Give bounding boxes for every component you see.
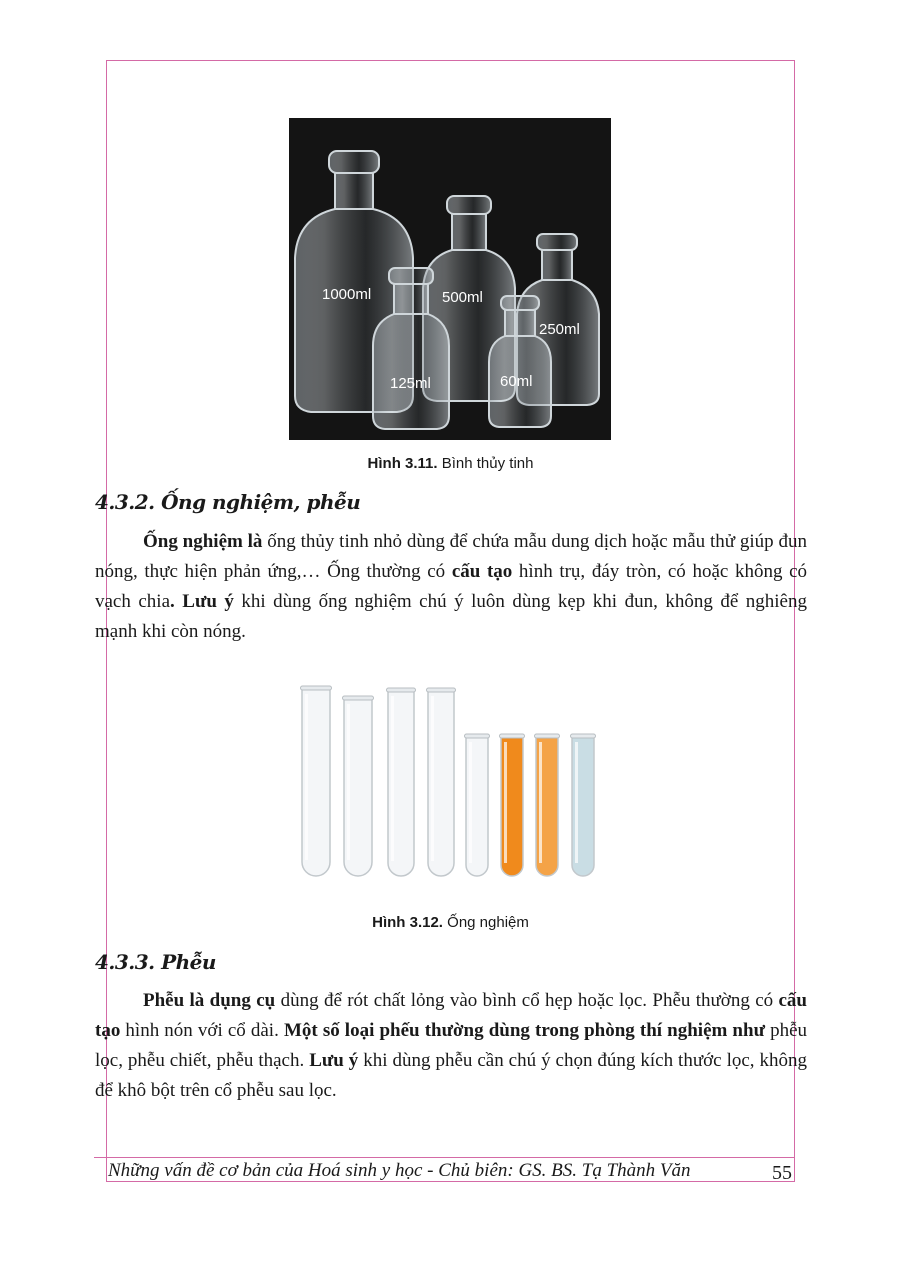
test-tube [343, 696, 374, 876]
page-number: 55 [772, 1162, 792, 1184]
paragraph-test-tube [95, 527, 807, 647]
paragraph-funnel [95, 986, 807, 1106]
bold-term: cấu tạo [451, 561, 513, 582]
figure-caption-3-12 [106, 914, 795, 931]
label-60ml: 60ml [500, 373, 533, 390]
figure-caption-3-11 [106, 455, 795, 472]
test-tube [387, 688, 416, 876]
footer-book-title: Những vấn đề cơ bản của Hoá sinh y học - Chủ biên: GS. BS. Tạ Thành Văn [108, 1160, 691, 1181]
text-run: khi dùng ống nghiệm chú ý luôn dùng kẹp khi đun, không để nghiêng mạnh khi còn nóng. [95, 591, 807, 642]
glass-bottles-illustration [289, 118, 611, 440]
bold-term: Phễu là dụng cụ [143, 990, 276, 1011]
bold-term: Lưu ý [309, 1050, 359, 1071]
bold-term: Một số loại phếu thường dùng trong phòng thí nghiệm như [283, 1020, 765, 1041]
footer-rule [94, 1157, 795, 1158]
bold-term: . Lưu ý [170, 591, 234, 612]
text-run: khi dùng phễu cần chú ý chọn đúng kích thước lọc, không để khô bột trên cổ phễu sau lọc. [95, 1050, 807, 1101]
caption-text: Ống nghiệm [442, 914, 529, 931]
caption-number: Hình 3.12. [372, 914, 443, 931]
label-1000ml: 1000ml [322, 286, 372, 303]
text-run: hình trụ, đáy tròn, có hoặc không có vạch chia [95, 561, 808, 612]
glass-bottles-photo [289, 118, 611, 440]
text-run: hình nón với cổ dài. [120, 1020, 284, 1041]
text-run: dùng để rót chất lỏng vào bình cổ hẹp hoặc lọc. Phễu thường có [275, 990, 779, 1011]
label-250ml: 250ml [539, 321, 580, 338]
label-500ml: 500ml [442, 289, 483, 306]
caption-number: Hình 3.11. [367, 455, 438, 472]
caption-text: Bình thủy tinh [437, 455, 534, 472]
test-tubes-photo [292, 664, 604, 896]
text-run: phễu lọc, phễu chiết, phễu thạch. [95, 1020, 808, 1071]
label-125ml: 125ml [390, 375, 431, 392]
test-tube [500, 734, 525, 876]
test-tube [571, 734, 596, 876]
section-heading-4-3-2: 4.3.2. Ống nghiệm, phễu [95, 490, 361, 514]
test-tube [427, 688, 456, 876]
test-tube [465, 734, 490, 876]
text-run: ống thủy tinh nhỏ dùng để chứa mẫu dung dịch hoặc mẫu thử giúp đun nóng, thực hiện phản ứng,… Ống thường có [95, 531, 807, 582]
test-tube [535, 734, 560, 876]
section-heading-4-3-3: 4.3.3. Phễu [95, 950, 216, 974]
bold-term: Ống nghiệm là [143, 531, 263, 552]
test-tube [301, 686, 332, 876]
bold-term: cấu tạo [95, 990, 807, 1041]
test-tubes-illustration [292, 664, 604, 896]
